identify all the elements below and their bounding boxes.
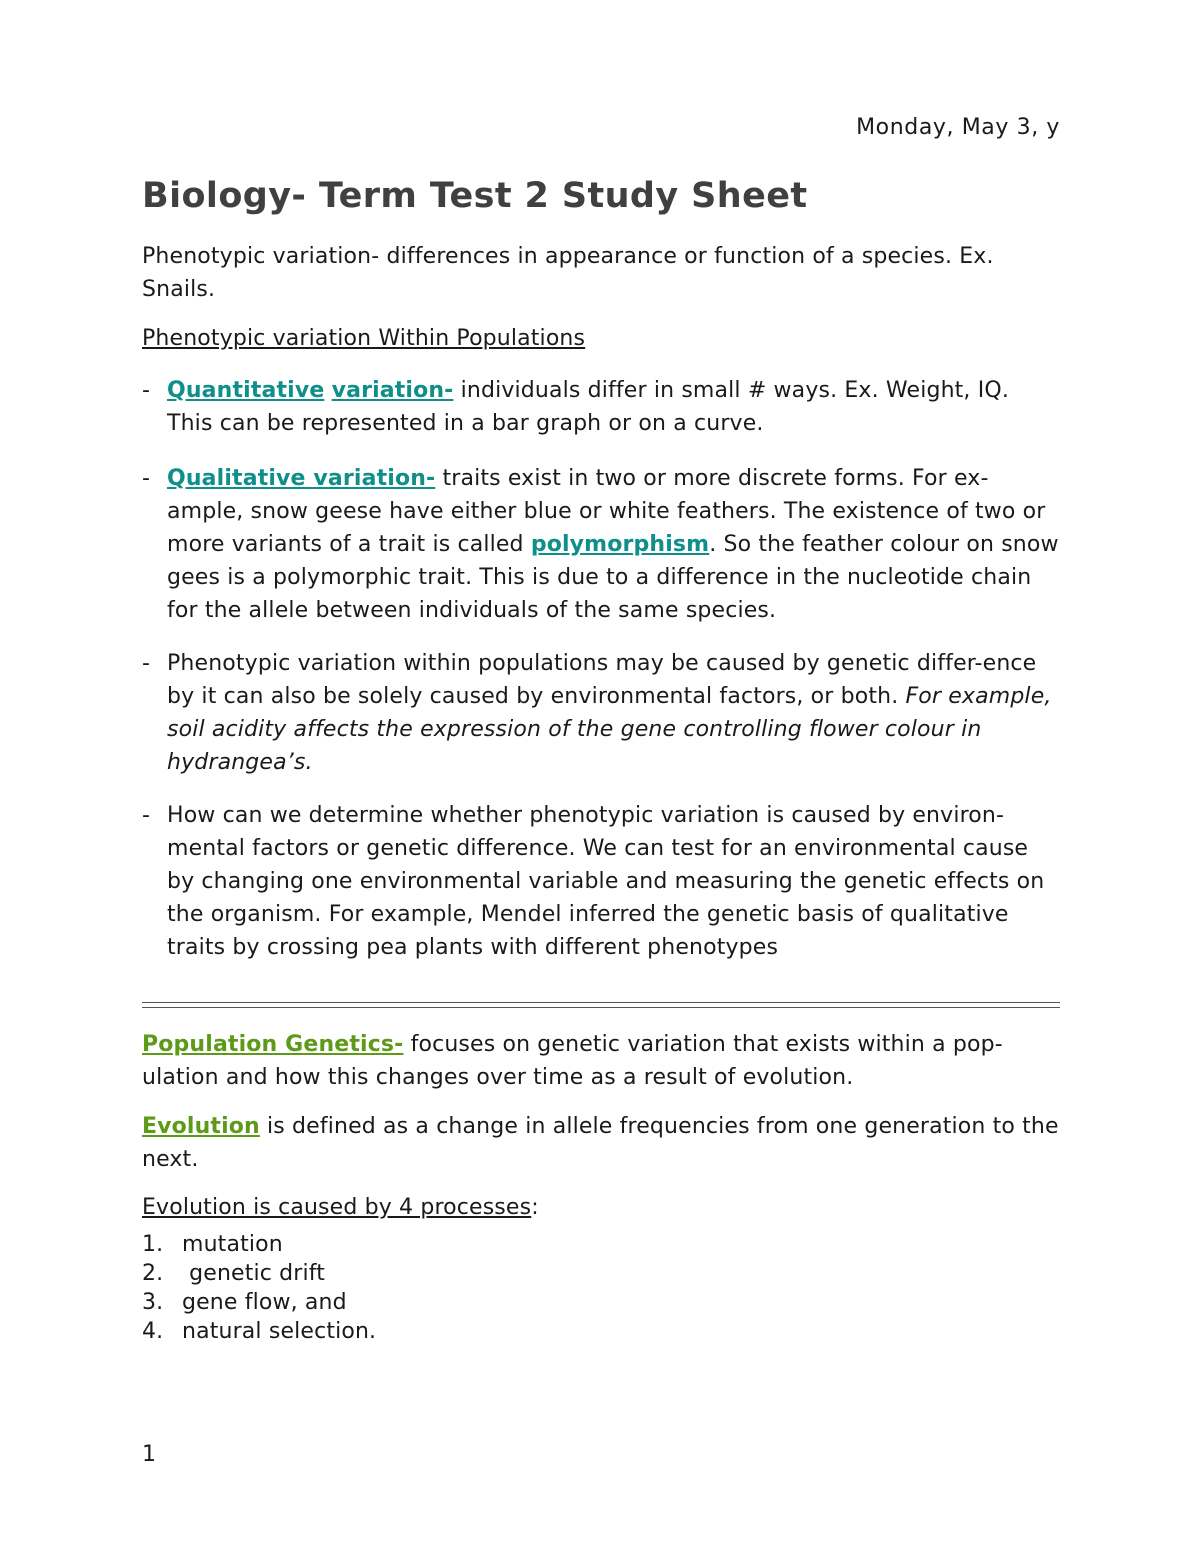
bullet-body	[167, 462, 1060, 627]
bullet-text-b: . So the feather colour on snow gees is a polymorphic trait. This is due to a difference in the nucleotide chain for the allele between individuals of the same species.	[167, 532, 1059, 623]
intro-paragraph: Phenotypic variation- differences in appearance or function of a species. Ex. Snails.	[142, 244, 994, 302]
header-date: Monday, May 3, y	[856, 115, 1060, 140]
list-item	[142, 1230, 376, 1259]
processes-list	[142, 1230, 376, 1346]
term-evolution: Evolution	[142, 1114, 260, 1139]
term-variation: variation-	[331, 378, 454, 403]
evolution-text: is defined as a change in allele frequencies from one generation to the next.	[142, 1114, 1059, 1172]
bullet-text: individuals differ in small # ways. Ex. Weight, IQ. This can be represented in a bar graph or on a curve.	[167, 378, 1009, 436]
bullet-text: How can we determine whether phenotypic variation is caused by environ-mental factors or genetic difference. We can test for an environmental cause by changing one environmental variable and measuring the genetic effects on the organism. For example, Mendel inferred the genetic basis of qualitative traits by crossing pea plants with different phenotypes	[167, 803, 1045, 960]
bullet-text: Phenotypic variation within populations may be caused by genetic differ-ence by it can also be solely caused by environmental factors, or both.	[167, 651, 1037, 709]
bullet-text-a: traits exist in two or more discrete forms. For ex-ample, snow geese have either blue or white feathers. The existence of two or more variants of a trait is called	[167, 466, 1046, 557]
section-divider	[142, 1002, 1060, 1003]
bullet-body	[167, 647, 1060, 779]
processes-heading	[142, 1191, 1060, 1224]
list-item	[142, 1259, 376, 1288]
page-title: Biology- Term Test 2 Study Sheet	[142, 176, 808, 216]
list-number: 1.	[142, 1232, 164, 1257]
term-quantitative: Quantitative	[167, 378, 325, 403]
bullet-body	[167, 374, 1060, 440]
list-label: genetic drift	[182, 1261, 326, 1286]
processes-heading-text: Evolution is caused by 4 processes	[142, 1195, 532, 1220]
list-label: natural selection.	[182, 1319, 377, 1344]
term-polymorphism: polymorphism	[530, 532, 710, 557]
section-divider-double	[142, 1007, 1060, 1008]
bullet-dash: -	[142, 651, 151, 676]
list-number: 4.	[142, 1319, 164, 1344]
bullet-dash: -	[142, 378, 151, 403]
processes-heading-colon: :	[531, 1195, 539, 1220]
list-number: 3.	[142, 1290, 164, 1315]
population-genetics-paragraph	[142, 1028, 1060, 1094]
page-number: 1	[142, 1442, 156, 1467]
term-qualitative-variation: Qualitative variation-	[167, 466, 436, 491]
list-number: 2.	[142, 1261, 164, 1286]
bullet-dash: -	[142, 803, 151, 828]
bullet-body	[167, 799, 1060, 964]
list-item	[142, 1288, 376, 1317]
list-label: mutation	[182, 1232, 283, 1257]
list-item	[142, 1317, 376, 1346]
section-heading-phenotypic-variation	[142, 322, 1060, 355]
section-heading-text: Phenotypic variation Within Populations	[142, 326, 586, 351]
document-page	[142, 0, 1060, 1553]
bullet-italic-example: For example, soil acidity affects the expression of the gene controlling flower colour in hydrangea’s.	[167, 684, 1052, 775]
list-label: gene flow, and	[182, 1290, 347, 1315]
term-population-genetics: Population Genetics-	[142, 1032, 404, 1057]
popgen-text: focuses on genetic variation that exists within a pop-ulation and how this changes over time as a result of evolution.	[142, 1032, 1003, 1090]
evolution-paragraph	[142, 1110, 1060, 1176]
bullet-dash: -	[142, 466, 151, 491]
